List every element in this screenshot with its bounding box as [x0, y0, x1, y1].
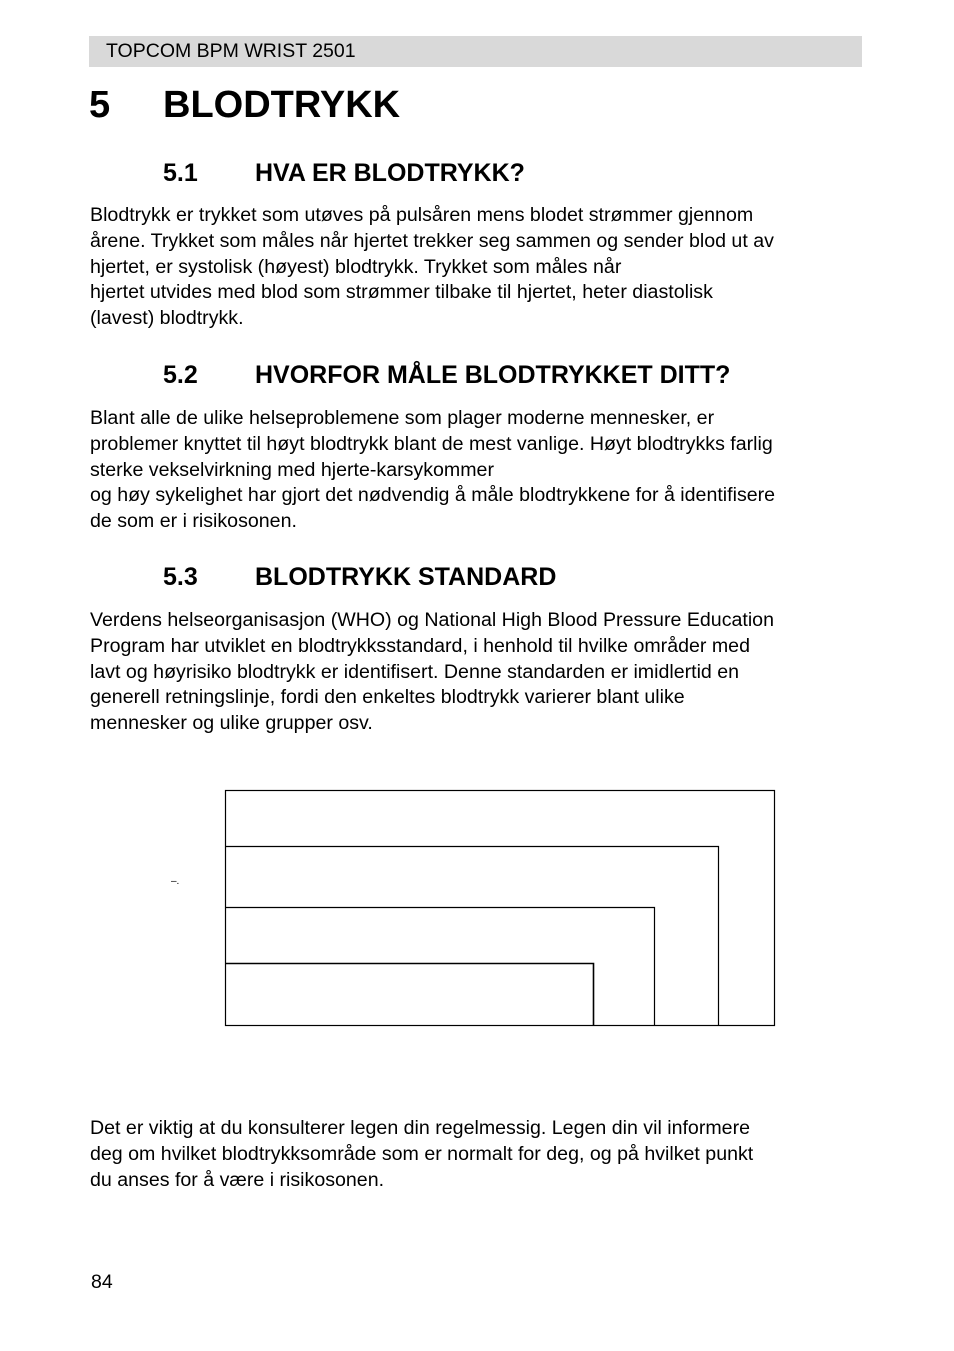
paragraph-line: og høy sykelighet har gjort det nødvendig å måle blodtrykkene for å identifisere — [90, 484, 776, 507]
header-title: TOPCOM BPM WRIST 2501 — [106, 40, 356, 62]
paragraph-line: hjertet, er systolisk (høyest) blodtrykk. Trykket som måles når — [90, 255, 622, 278]
paragraph-line: Blant alle de ulike helseproblemene som plager moderne mennesker, er — [90, 407, 715, 429]
section-title: HVORFOR MÅLE BLODTRYKKET DITT? — [255, 361, 731, 389]
stray-mark: –. — [171, 876, 180, 887]
page-number: 84 — [91, 1271, 113, 1293]
section-number: 5.2 — [163, 361, 198, 389]
section-number: 5.1 — [163, 159, 198, 187]
paragraph-line: mennesker og ulike grupper osv. — [90, 712, 373, 735]
paragraph-line: hjertet utvides med blod som strømmer tilbake til hjertet, heter diastolisk — [90, 281, 713, 304]
closing-paragraph — [90, 1116, 870, 1193]
paragraph-line: du anses for å være i risikosonen. — [90, 1168, 385, 1191]
paragraph-line: generell retningslinje, fordi den enkeltes blodtrykk varierer blant ulike — [90, 686, 685, 709]
paragraph-line: problemer knyttet til høyt blodtrykk blant de mest vanlige. Høyt blodtrykks farlig — [90, 432, 773, 455]
range-box-third — [226, 908, 655, 1026]
range-box-inner — [226, 964, 594, 1026]
range-box-second — [226, 847, 719, 1026]
paragraph-line: årene. Trykket som måles når hjertet trekker seg sammen og sender blod ut av — [90, 229, 774, 252]
section-title: HVA ER BLODTRYKK? — [255, 159, 525, 187]
paragraph-line: (lavest) blodtrykk. — [90, 307, 244, 330]
paragraph-line: sterke vekselvirkning med hjerte-karsykommer — [90, 458, 494, 481]
paragraph-line: de som er i risikosonen. — [90, 510, 297, 533]
paragraph-line: Blodtrykk er trykket som utøves på pulsåren mens blodet strømmer gjennom — [90, 204, 754, 226]
chapter-title: BLODTRYKK — [163, 84, 401, 126]
paragraph-line: Det er viktig at du konsulterer legen din regelmessig. Legen din vil informere — [90, 1117, 750, 1139]
paragraph-line: lavt og høyrisiko blodtrykk er identifisert. Denne standarden er imidlertid en — [90, 660, 740, 683]
section-number: 5.3 — [163, 563, 198, 591]
paragraph-line: Program har utviklet en blodtrykksstandard, i henhold til hvilke områder med — [90, 634, 750, 657]
section-title: BLODTRYKK STANDARD — [255, 563, 557, 591]
paragraph-line: Verdens helseorganisasjon (WHO) og National High Blood Pressure Education — [90, 609, 774, 631]
chapter-number: 5 — [89, 84, 111, 126]
paragraph-line: deg om hvilket blodtrykksområde som er normalt for deg, og på hvilket punkt — [90, 1142, 754, 1165]
